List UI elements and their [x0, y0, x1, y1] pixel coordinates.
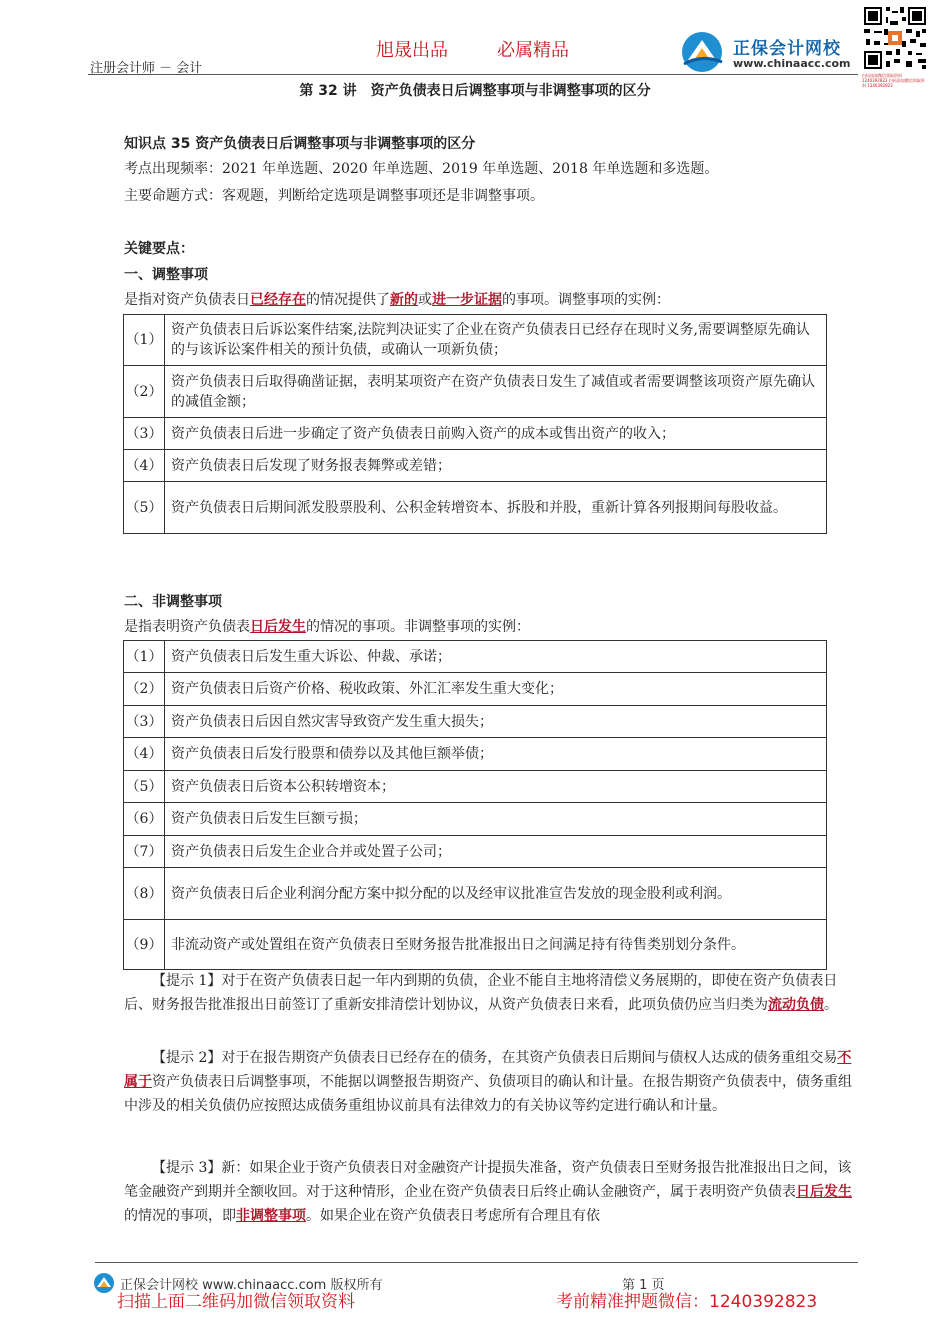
row-text: 资产负债表日后期间派发股票股利、公积金转增资本、拆股和并股，重新计算各列报期间每股收益。 [165, 482, 827, 534]
table-row [124, 836, 827, 868]
row-number: （2） [124, 366, 165, 418]
table-row [124, 673, 827, 706]
adjusting-table [123, 314, 827, 534]
row-text: 资产负债表日后企业利润分配方案中拟分配的以及经审议批准宣告发放的现金股利或利润。 [165, 868, 827, 920]
row-number: （1） [124, 315, 165, 366]
row-text: 资产负债表日后进一步确定了资产负债表日前购入资产的成本或售出资产的收入； [165, 418, 827, 450]
row-text: 资产负债表日后发现了财务报表舞弊或差错； [165, 450, 827, 482]
footer-logo-icon [93, 1272, 115, 1294]
tip-1: 【提示 1】对于在资产负债表日起一年内到期的负债，企业不能自主地将清偿义务展期的，即使在资产负债表日后、财务报告批准报出日前签订了重新安排清偿计划协议，从资产负债表日来看，此项负债仍应当归类为流动负债。 [124, 973, 838, 1013]
non-adjusting-table [123, 640, 827, 970]
promo-right: 考前精准押题微信：1240392823 [556, 1292, 818, 1312]
table-row [124, 868, 827, 920]
key-points-label: 关键要点： [124, 241, 194, 257]
school-logo-icon [678, 30, 730, 74]
row-number: （5） [124, 482, 165, 534]
exam-frequency: 考点出现频率：2021 年单选题、2020 年单选题、2019 年单选题、2018 年单选题和多选题。 [124, 161, 719, 177]
table-row [124, 450, 827, 482]
qr-code-icon [862, 5, 928, 71]
row-text: 资产负债表日后发行股票和债券以及其他巨额举债； [165, 738, 827, 771]
row-number: （8） [124, 868, 165, 920]
table-row [124, 418, 827, 450]
adjusting-heading: 一、调整事项 [124, 267, 208, 283]
row-text: 资产负债表日后因自然灾害导致资产发生重大损失； [165, 706, 827, 738]
row-number: （2） [124, 673, 165, 706]
footer-copyright: 正保会计网校 www.chinaacc.com 版权所有 [120, 1278, 383, 1293]
table-row [124, 803, 827, 836]
tip-3: 【提示 3】新：如果企业于资产负债表日对金融资产计提损失准备，资产负债表日至财务报告批准报出日之间，该笔金融资产到期并全额收回。对于这种情形，企业在资产负债表日后终止确认金融资产，属于表明资产负债表日后发生的情况的事项，即非调整事项。如果企业在资产负债表日考虑所有合理且有依 [124, 1160, 852, 1224]
promo-left: 扫描上面二维码加微信领取资料 [117, 1292, 355, 1312]
footer-divider [95, 1262, 858, 1263]
row-number: （3） [124, 418, 165, 450]
table-row [124, 738, 827, 771]
table-row [124, 366, 827, 418]
qr-caption: 扫码添加微信领取资料 1240392823 扫码添加微信领取资料 1240392823 [862, 73, 925, 88]
slogan-right: 必属精品 [497, 40, 569, 61]
table-row [124, 315, 827, 366]
row-text: 资产负债表日后资本公积转增资本； [165, 771, 827, 803]
non-adjusting-heading: 二、非调整事项 [124, 594, 222, 610]
header-divider [88, 74, 858, 75]
row-text: 资产负债表日后资产价格、税收政策、外汇汇率发生重大变化； [165, 673, 827, 706]
table-row [124, 641, 827, 673]
row-number: （3） [124, 706, 165, 738]
row-number: （7） [124, 836, 165, 868]
logo-brand-name: 正保会计网校 [733, 39, 841, 59]
row-text: 资产负债表日后取得确凿证据，表明某项资产在资产负债表日发生了减值或者需要调整该项资产原先确认的减值金额； [165, 366, 827, 418]
row-number: （4） [124, 738, 165, 771]
row-number: （9） [124, 920, 165, 970]
knowledge-point-title: 知识点 35 资产负债表日后调整事项与非调整事项的区分 [124, 136, 476, 152]
adjusting-intro: 是指对资产负债表日已经存在的情况提供了新的或进一步证据的事项。调整事项的实例： [124, 292, 670, 308]
row-text: 资产负债表日后发生企业合并或处置子公司； [165, 836, 827, 868]
row-text: 资产负债表日后发生重大诉讼、仲裁、承诺； [165, 641, 827, 673]
row-number: （1） [124, 641, 165, 673]
slogan-left: 旭晟出品 [376, 40, 448, 61]
page-number: 第 1 页 [622, 1278, 665, 1293]
course-label: 注册会计师 － 会计 [90, 61, 203, 76]
row-text: 资产负债表日后诉讼案件结案,法院判决证实了企业在资产负债表日已经存在现时义务,需要调整原先确认的与该诉讼案件相关的预计负债，或确认一项新负债； [165, 315, 827, 366]
row-number: （4） [124, 450, 165, 482]
row-number: （5） [124, 771, 165, 803]
row-text: 非流动资产或处置组在资产负债表日至财务报告批准报出日之间满足持有待售类别划分条件。 [165, 920, 827, 970]
row-number: （6） [124, 803, 165, 836]
table-row [124, 706, 827, 738]
table-row [124, 920, 827, 970]
logo-url: www.chinaacc.com [733, 57, 851, 70]
tip-2: 【提示 2】对于在报告期资产负债表日已经存在的债务，在其资产负债表日后期间与债权人达成的债务重组交易不属于资产负债表日后调整事项，不能据以调整报告期资产、负债项目的确认和计量。在报告期资产负债表中，债务重组中涉及的相关负债仍应按照达成债务重组协议前具有法律效力的有关协议等约定进行确认和计量。 [124, 1050, 852, 1114]
question-style: 主要命题方式：客观题，判断给定选项是调整事项还是非调整事项。 [124, 188, 544, 204]
table-row [124, 771, 827, 803]
table-row [124, 482, 827, 534]
page-title: 第 32 讲 资产负债表日后调整事项与非调整事项的区分 [299, 83, 651, 99]
non-adjusting-intro: 是指表明资产负债表日后发生的情况的事项。非调整事项的实例： [124, 619, 530, 635]
row-text: 资产负债表日后发生巨额亏损； [165, 803, 827, 836]
